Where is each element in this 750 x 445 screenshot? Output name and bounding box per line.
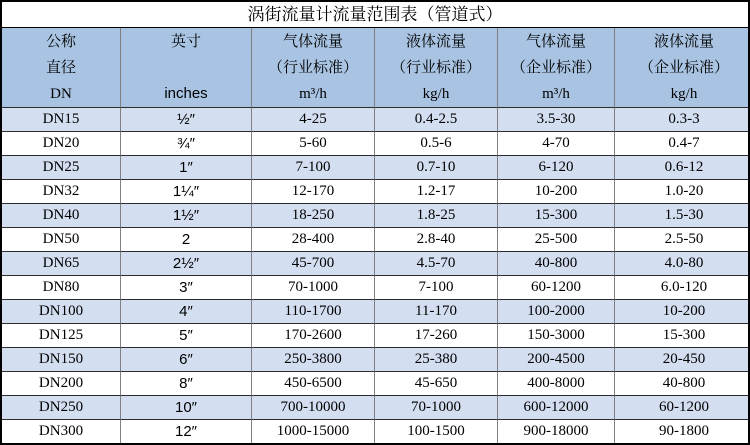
cell-dn: DN65 (2, 251, 120, 275)
cell-gas-industry: 170-2600 (251, 323, 374, 347)
cell-liquid-enterprise: 15-300 (614, 323, 750, 347)
cell-inches: 4″ (120, 299, 251, 323)
cell-liquid-industry: 11-170 (374, 299, 497, 323)
cell-liquid-industry: 7-100 (374, 275, 497, 299)
column-header-inches: 英寸 inches (120, 28, 251, 107)
cell-gas-industry: 45-700 (251, 251, 374, 275)
table-row (2, 251, 750, 275)
cell-liquid-enterprise: 10-200 (614, 299, 750, 323)
table-body (2, 107, 750, 443)
cell-inches: 12″ (120, 419, 251, 443)
table-row (2, 227, 750, 251)
cell-dn: DN20 (2, 131, 120, 155)
cell-dn: DN300 (2, 419, 120, 443)
cell-gas-enterprise: 25-500 (497, 227, 614, 251)
cell-gas-industry: 250-3800 (251, 347, 374, 371)
column-header-dn: 公称 直径 DN (2, 28, 120, 107)
cell-gas-industry: 12-170 (251, 179, 374, 203)
cell-gas-industry: 450-6500 (251, 371, 374, 395)
cell-gas-enterprise: 400-8000 (497, 371, 614, 395)
cell-liquid-industry: 45-650 (374, 371, 497, 395)
cell-liquid-enterprise: 0.4-7 (614, 131, 750, 155)
cell-liquid-industry: 2.8-40 (374, 227, 497, 251)
cell-inches: ½″ (120, 107, 251, 131)
cell-liquid-enterprise: 40-800 (614, 371, 750, 395)
cell-liquid-industry: 17-260 (374, 323, 497, 347)
cell-liquid-enterprise: 6.0-120 (614, 275, 750, 299)
cell-gas-enterprise: 900-18000 (497, 419, 614, 443)
cell-liquid-industry: 25-380 (374, 347, 497, 371)
table-row (2, 107, 750, 131)
cell-gas-enterprise: 10-200 (497, 179, 614, 203)
cell-dn: DN15 (2, 107, 120, 131)
cell-liquid-enterprise: 90-1800 (614, 419, 750, 443)
column-header-liquid-enterprise: 液体流量 （企业标准） kg/h (614, 28, 750, 107)
cell-gas-industry: 110-1700 (251, 299, 374, 323)
cell-gas-industry: 1000-15000 (251, 419, 374, 443)
cell-dn: DN50 (2, 227, 120, 251)
column-header-liquid-industry: 液体流量 （行业标准） kg/h (374, 28, 497, 107)
cell-gas-enterprise: 200-4500 (497, 347, 614, 371)
cell-inches: 6″ (120, 347, 251, 371)
table-row (2, 299, 750, 323)
cell-gas-enterprise: 6-120 (497, 155, 614, 179)
cell-liquid-enterprise: 60-1200 (614, 395, 750, 419)
cell-liquid-industry: 1.2-17 (374, 179, 497, 203)
cell-gas-industry: 5-60 (251, 131, 374, 155)
cell-gas-enterprise: 60-1200 (497, 275, 614, 299)
cell-liquid-industry: 0.4-2.5 (374, 107, 497, 131)
cell-dn: DN250 (2, 395, 120, 419)
cell-dn: DN80 (2, 275, 120, 299)
cell-inches: 1½″ (120, 203, 251, 227)
table-row (2, 395, 750, 419)
cell-inches: 8″ (120, 371, 251, 395)
table-row (2, 419, 750, 443)
cell-dn: DN200 (2, 371, 120, 395)
cell-liquid-enterprise: 4.0-80 (614, 251, 750, 275)
cell-dn: DN150 (2, 347, 120, 371)
cell-gas-industry: 700-10000 (251, 395, 374, 419)
cell-inches: 5″ (120, 323, 251, 347)
cell-inches: 3″ (120, 275, 251, 299)
cell-inches: 1¼″ (120, 179, 251, 203)
cell-liquid-enterprise: 20-450 (614, 347, 750, 371)
table-title: 涡街流量计流量范围表（管道式） (2, 2, 748, 28)
cell-liquid-industry: 70-1000 (374, 395, 497, 419)
cell-liquid-enterprise: 1.5-30 (614, 203, 750, 227)
table-row (2, 347, 750, 371)
table-row (2, 275, 750, 299)
cell-gas-industry: 18-250 (251, 203, 374, 227)
cell-dn: DN125 (2, 323, 120, 347)
cell-gas-enterprise: 4-70 (497, 131, 614, 155)
cell-liquid-industry: 1.8-25 (374, 203, 497, 227)
cell-liquid-industry: 100-1500 (374, 419, 497, 443)
column-header-gas-industry: 气体流量 （行业标准） m³/h (251, 28, 374, 107)
cell-gas-industry: 7-100 (251, 155, 374, 179)
cell-gas-enterprise: 600-12000 (497, 395, 614, 419)
cell-liquid-enterprise: 1.0-20 (614, 179, 750, 203)
cell-gas-enterprise: 15-300 (497, 203, 614, 227)
cell-liquid-enterprise: 0.6-12 (614, 155, 750, 179)
table-header (2, 28, 750, 107)
cell-inches: 10″ (120, 395, 251, 419)
cell-liquid-industry: 0.7-10 (374, 155, 497, 179)
table-row (2, 179, 750, 203)
cell-gas-enterprise: 150-3000 (497, 323, 614, 347)
cell-dn: DN32 (2, 179, 120, 203)
table-row (2, 131, 750, 155)
column-header-gas-enterprise: 气体流量 （企业标准） m³/h (497, 28, 614, 107)
cell-dn: DN40 (2, 203, 120, 227)
cell-dn: DN25 (2, 155, 120, 179)
cell-liquid-industry: 0.5-6 (374, 131, 497, 155)
table-row (2, 323, 750, 347)
cell-liquid-enterprise: 2.5-50 (614, 227, 750, 251)
table-row (2, 203, 750, 227)
flow-range-table (2, 28, 750, 443)
cell-gas-industry: 70-1000 (251, 275, 374, 299)
cell-gas-enterprise: 3.5-30 (497, 107, 614, 131)
cell-inches: 2½″ (120, 251, 251, 275)
cell-liquid-industry: 4.5-70 (374, 251, 497, 275)
cell-inches: ¾″ (120, 131, 251, 155)
cell-gas-industry: 28-400 (251, 227, 374, 251)
cell-gas-enterprise: 100-2000 (497, 299, 614, 323)
header-row (2, 28, 750, 107)
cell-inches: 2 (120, 227, 251, 251)
table-row (2, 371, 750, 395)
cell-dn: DN100 (2, 299, 120, 323)
cell-gas-enterprise: 40-800 (497, 251, 614, 275)
cell-gas-industry: 4-25 (251, 107, 374, 131)
cell-inches: 1″ (120, 155, 251, 179)
cell-liquid-enterprise: 0.3-3 (614, 107, 750, 131)
table-row (2, 155, 750, 179)
